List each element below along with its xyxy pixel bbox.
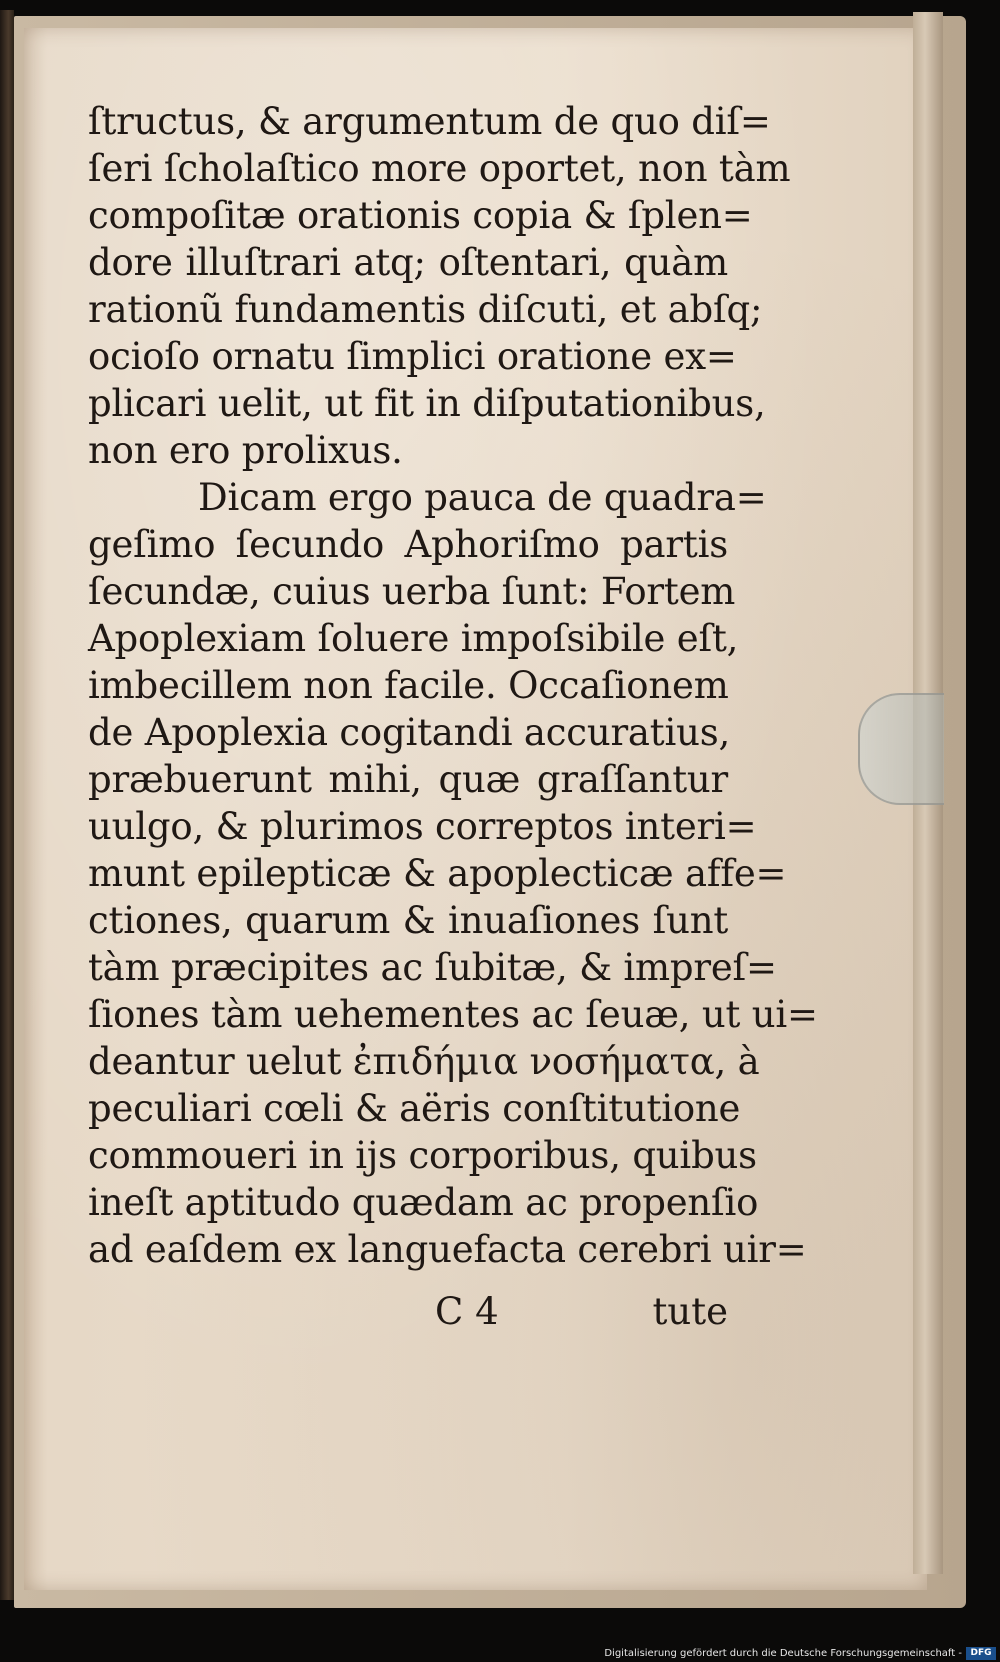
signature-mark: C 4 <box>435 1290 499 1333</box>
text-line-15: præbuerunt mihi, quæ graſſantur <box>88 758 728 801</box>
text-line-23: commoueri in ijs corporibus, quibus <box>88 1134 757 1177</box>
text-line-12: Apoplexiam ſoluere impoſsibile eſt, <box>88 617 739 660</box>
text-line-2: ſeri ſcholaſtico more oportet, non tàm <box>88 147 791 190</box>
text-line-6: ocioſo ornatu ſimplici oratione ex= <box>88 335 737 378</box>
text-line-1: ſtructus, & argumentum de quo diſ= <box>88 100 771 143</box>
text-line-9: Dicam ergo pauca de quadra= <box>198 476 767 519</box>
text-line-17: munt epilepticæ & apoplecticæ affe= <box>88 852 787 895</box>
page-clip <box>858 693 944 805</box>
text-line-10: geſimo ſecundo Aphoriſmo partis <box>88 523 728 566</box>
text-line-4: dore illuſtrari atq; oſtentari, quàm <box>88 241 728 284</box>
text-line-21: deantur uelut ἐπιδήμια νοσήματα, à <box>88 1040 760 1083</box>
text-line-13: imbecillem non facile. Occaſionem <box>88 664 729 707</box>
credit-bar <box>0 1646 1000 1662</box>
text-line-20: ſiones tàm uehementes ac ſeuæ, ut ui= <box>88 993 818 1036</box>
text-line-22: peculiari cœli & aëris conſtitutione <box>88 1087 741 1130</box>
text-line-18: ctiones, quarum & inuaſiones ſunt <box>88 899 728 942</box>
text-line-5: rationũ fundamentis diſcuti, et abſq; <box>88 288 763 331</box>
text-line-24: ineſt aptitudo quædam ac propenſio <box>88 1181 759 1224</box>
text-line-11: ſecundæ, cuius uerba ſunt: Fortem <box>88 570 736 613</box>
book-binding <box>0 10 14 1600</box>
text-line-14: de Apoplexia cogitandi accuratius, <box>88 711 731 754</box>
text-line-7: plicari uelit, ut fit in diſputationibus, <box>88 382 766 425</box>
text-line-16: uulgo, & plurimos correptos interi= <box>88 805 757 848</box>
page-footer <box>88 1288 728 1335</box>
credit-text: Digitalisierung gefördert durch die Deutsche Forschungsgemeinschaft - <box>604 1648 962 1659</box>
page-text <box>88 98 818 1273</box>
text-line-25: ad eaſdem ex languefacta cerebri uir= <box>88 1228 807 1271</box>
catchword: tute <box>652 1290 728 1333</box>
text-line-8: non ero prolixus. <box>88 429 403 472</box>
dfg-logo: DFG <box>966 1647 996 1660</box>
text-line-3: compoſitæ orationis copia & ſplen= <box>88 194 753 237</box>
text-line-19: tàm præcipites ac ſubitæ, & impreſ= <box>88 946 777 989</box>
